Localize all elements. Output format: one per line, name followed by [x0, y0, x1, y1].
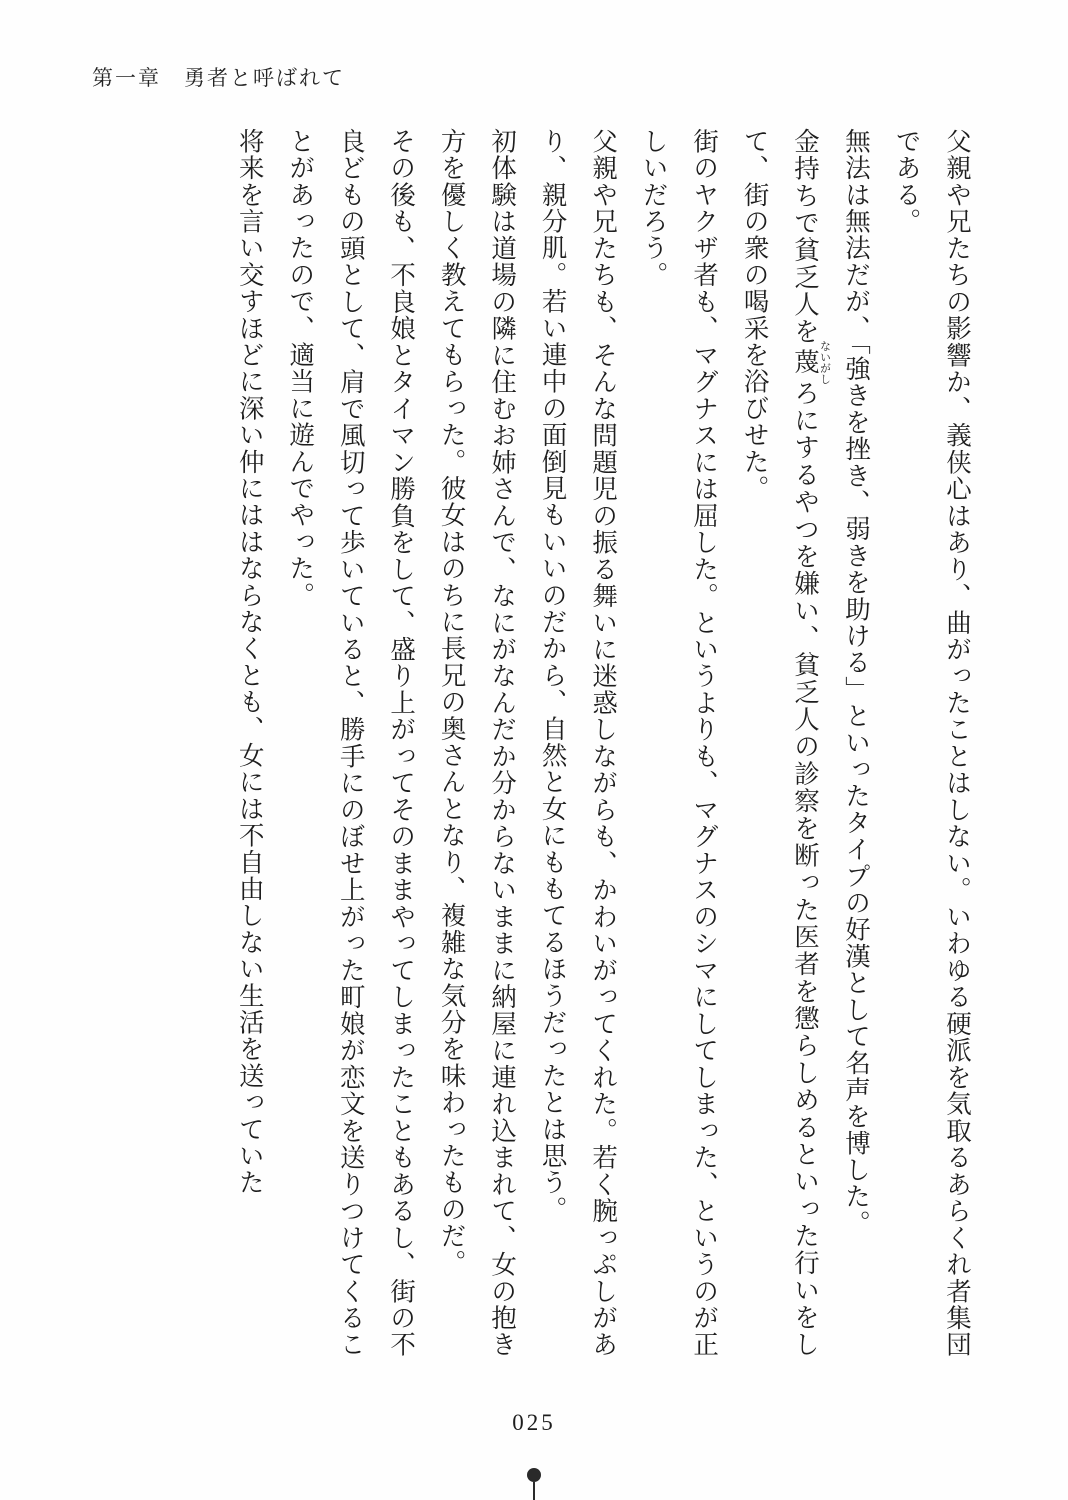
running-head: 第一章 勇者と呼ばれて — [92, 66, 345, 90]
paragraph: 街のヤクザ者も、マグナスには屈した。というよりも、マグナスのシマにしてしまった、というのが正しいだろう。 — [639, 128, 720, 1358]
folio-dot-ornament — [527, 1468, 541, 1482]
paragraph-post: ろにするやつを嫌い、貧乏人の診察を断った医者を懲らしめるといった行いをして、街の衆の喝采を浴びせた。 — [740, 128, 821, 1358]
page-body — [142, 128, 982, 1358]
ruby-annotation — [791, 340, 831, 385]
paragraph: その後も、不良娘とタイマン勝負をして、盛り上がってそのままやってしまったこともあるし、街の不良どもの頭として、肩で風切って歩いていると、勝手にのぼせ上がった町娘が恋文を送りつけてくることがあったので、適当に遊んでやった。 — [286, 128, 417, 1358]
page-number: 025 — [512, 1410, 556, 1435]
paragraph-with-ruby — [729, 128, 830, 1358]
paragraph: 初体験は道場の隣に住むお姉さんで、なにがなんだか分からないままに納屋に連れ込まれて、女の抱き方を優しく教えてもらった。彼女はのちに長兄の奥さんとなり、複雑な気分を味わったものだ。 — [437, 128, 518, 1358]
paragraph: 無法は無法だが、「強きを挫き、弱きを助ける」といったタイプの好漢として名声を博した。 — [842, 128, 872, 1237]
paragraph: 父親や兄たちも、そんな問題児の振る舞いに迷惑しながらも、かわいがってくれた。若く腕っぷしがあり、親分肌。若い連中の面倒見もいいのだから、自然と女にももてるほうだったとは思う。 — [538, 128, 619, 1358]
ruby-base: 蔑 — [791, 340, 821, 385]
paragraph-pre: 金持ちで貧乏人を — [791, 128, 821, 346]
folio-rule-ornament — [533, 1482, 535, 1500]
ruby-text: ないがし — [818, 340, 831, 385]
paragraph: 父親や兄たちの影響か、義侠心はあり、曲がったことはしない。いわゆる硬派を気取るあらくれ者集団である。 — [892, 128, 972, 1358]
paragraph: 将来を言い交すほどに深い仲にははならなくとも、女には不自由しない生活を送っていた — [235, 128, 265, 1196]
